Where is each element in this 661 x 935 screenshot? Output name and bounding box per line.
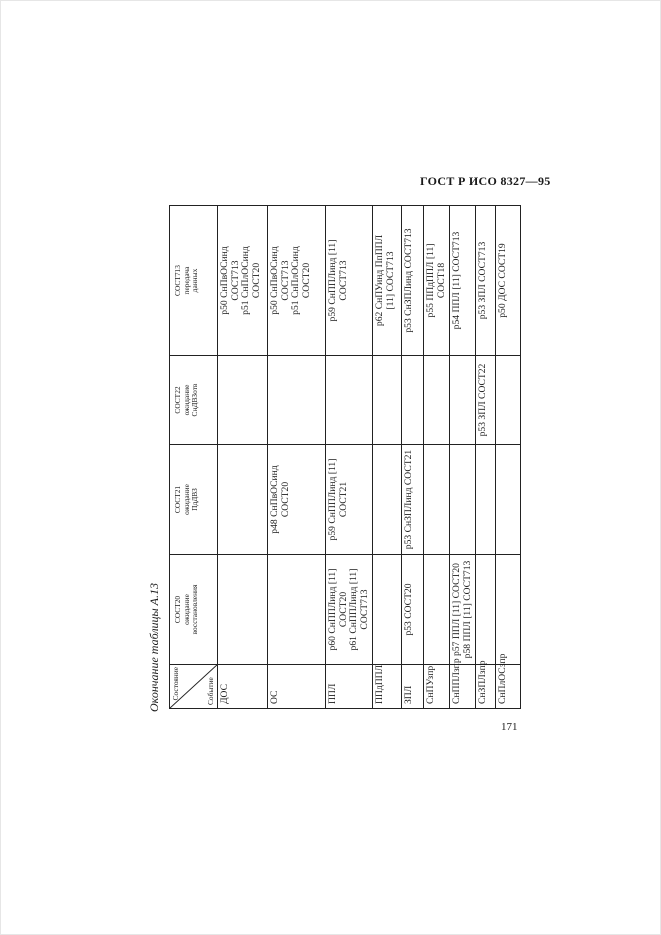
cell-text-line: p58 ППЛ [11] СОСТ713 <box>461 560 473 659</box>
cell-text-line: p48 СнПвОСинд <box>269 465 280 534</box>
row-event-label: СнПлОСзпр <box>496 665 521 709</box>
cell-text-line: p53 ЗПЛ СОСТ713 <box>477 241 489 320</box>
cell-text-line: СОСТ21 <box>337 481 349 518</box>
header-text-line: СОСТ21 <box>173 485 182 514</box>
table-row <box>218 206 268 709</box>
table-cell <box>326 356 373 445</box>
cell-text-line: СОСТ18 <box>435 262 447 299</box>
table-cell <box>476 356 496 445</box>
table-row <box>326 206 373 709</box>
cell-text-line: СОСТ713 <box>279 260 291 301</box>
cell-text-line: СОСТ20 <box>279 481 291 518</box>
table-row <box>496 206 521 709</box>
table-cell <box>402 356 424 445</box>
table-cell <box>496 445 521 555</box>
header-text-line: СОСТ713 <box>173 265 182 296</box>
row-event-label: СнЗПЛзпр <box>476 665 496 709</box>
table-cell <box>450 445 476 555</box>
table-cell <box>268 356 326 445</box>
table-cell <box>424 206 450 356</box>
cell-text-line: p57 ППЛ [11] СОСТ20 <box>451 563 463 656</box>
table-cell <box>424 555 450 665</box>
row-event-label: ОС <box>268 665 326 709</box>
corner-state-label: Состояние <box>171 667 180 701</box>
cell-text-line: p53 СнЗПЛинд СОСТ21 <box>403 449 415 550</box>
cell-text-line: СОСТ713 <box>229 260 241 301</box>
cell-text-line: СОСТ20 <box>250 262 262 299</box>
cell-text-line: p53 СнЗПЛинд СОСТ713 <box>403 228 415 333</box>
cell-text-line: p53 ЗПЛ СОСТ22 <box>477 363 489 437</box>
row-event-label: ППдППЛ <box>373 665 402 709</box>
cell-text-line: p62 СнПУинд ПпППЛ <box>374 234 386 327</box>
table-row <box>450 206 476 709</box>
cell-text-line: p54 ППЛ [11] СОСТ713 <box>451 231 463 330</box>
corner-cell <box>170 665 218 709</box>
header-text-line: передача <box>181 266 191 295</box>
header-text-line: восстановления <box>190 584 200 635</box>
table-row <box>424 206 450 709</box>
column-header-sost21 <box>170 445 218 555</box>
cell-text-line: p60 СнППЛинд [11] <box>327 568 338 651</box>
table-cell <box>402 206 424 356</box>
table-cell <box>373 555 402 665</box>
row-event-label: СнПУзпр <box>424 665 450 709</box>
cell-text-line: p50 СнПвОСинд <box>219 246 230 315</box>
header-text-line: ПдДВЗ <box>190 488 200 511</box>
table-cell <box>476 445 496 555</box>
row-event-label: ППЛ <box>326 665 373 709</box>
table-cell <box>450 555 476 665</box>
header-text-line: СОСТ20 <box>173 595 182 624</box>
table-cell <box>476 555 496 665</box>
cell-text-line: p59 СнППЛинд [11] <box>327 239 338 322</box>
table-cell <box>268 555 326 665</box>
header-text-line: данных <box>190 268 200 293</box>
table-cell <box>402 445 424 555</box>
table-cell <box>496 206 521 356</box>
table-cell <box>218 356 268 445</box>
row-event-label: СнППЛзпр <box>450 665 476 709</box>
cell-text-line: СОСТ713 <box>337 260 349 301</box>
table-row <box>373 206 402 709</box>
table-caption: Окончание таблицы А.13 <box>147 582 161 712</box>
table-cell <box>373 445 402 555</box>
table-cell <box>218 555 268 665</box>
table-cell <box>218 206 268 356</box>
column-header-sost20 <box>170 555 218 665</box>
cell-text-line: p61 СнППЛинд [11] <box>348 568 360 651</box>
cell-text-line: СОСТ20 <box>300 262 312 299</box>
table-cell <box>450 356 476 445</box>
cell-text-line: p50 СнПвОСинд <box>269 246 280 315</box>
table-cell <box>402 555 424 665</box>
document-header: ГОСТ Р ИСО 8327—95 <box>420 174 551 188</box>
table-cell <box>424 356 450 445</box>
table-header-row <box>170 206 218 709</box>
header-text-line: СнДВЗотв <box>190 383 200 417</box>
state-table-body <box>170 206 521 709</box>
row-event-label: ЗПЛ <box>402 665 424 709</box>
table-cell <box>326 555 373 665</box>
table-row <box>476 206 496 709</box>
page-number: 171 <box>501 721 518 733</box>
header-text-line: СОСТ22 <box>173 386 182 414</box>
table-cell <box>218 445 268 555</box>
header-text-line: ожидание <box>181 484 191 515</box>
corner-event-label: Событие <box>205 677 215 705</box>
row-event-label: ДОС <box>218 665 268 709</box>
table-cell <box>326 445 373 555</box>
table-cell <box>424 445 450 555</box>
cell-text-line: [11] СОСТ713 <box>384 251 396 310</box>
table-cell <box>326 206 373 356</box>
cell-text-line: p50 ДОС СОСТ19 <box>497 243 509 318</box>
cell-text-line: p53 СОСТ20 <box>403 583 415 636</box>
cell-text-line: p51 СнПлОСинд <box>240 246 252 315</box>
state-table <box>169 205 521 709</box>
table-cell <box>373 356 402 445</box>
header-text-line: ожидание <box>181 594 191 625</box>
table-cell <box>476 206 496 356</box>
table-row <box>402 206 424 709</box>
table-cell <box>450 206 476 356</box>
header-text-line: ожидание <box>181 384 191 416</box>
column-header-sost22 <box>170 356 218 445</box>
cell-text-line: p59 СнППЛинд [11] <box>327 458 338 541</box>
table-cell <box>496 555 521 665</box>
cell-text-line: p55 ППдППЛ [11] <box>425 243 437 318</box>
column-header-sost713 <box>170 206 218 356</box>
cell-text-line: p51 СнПлОСинд <box>290 246 302 315</box>
table-cell <box>268 206 326 356</box>
state-table-rotated <box>169 206 509 709</box>
cell-text-line: СОСТ713 <box>358 589 370 630</box>
cell-text-line: СОСТ20 <box>337 591 349 628</box>
table-cell <box>268 445 326 555</box>
table-cell <box>373 206 402 356</box>
table-row <box>268 206 326 709</box>
table-cell <box>496 356 521 445</box>
